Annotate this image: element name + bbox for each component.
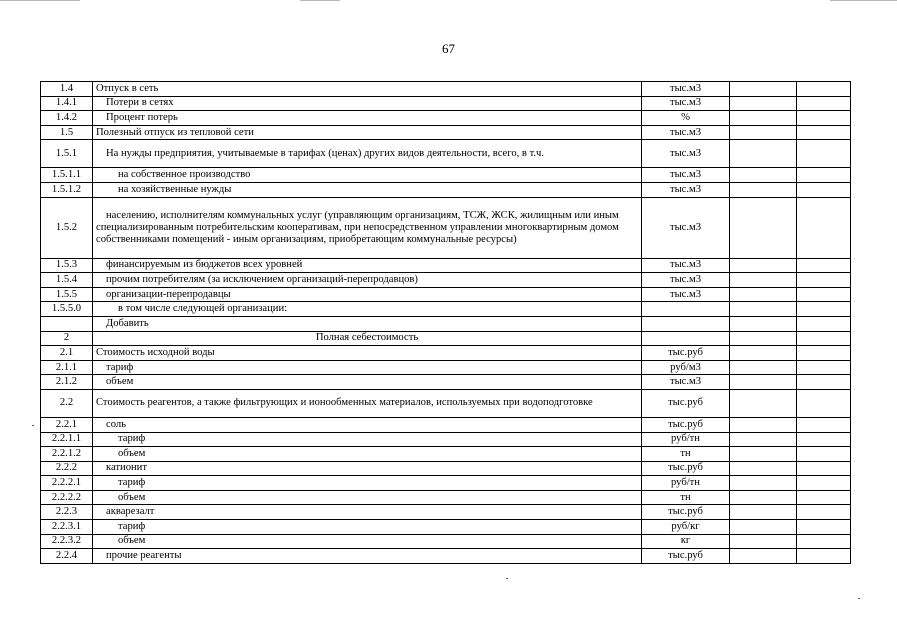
value-cell — [730, 490, 797, 505]
table-row — [41, 476, 851, 491]
row-number: 2 — [41, 331, 93, 346]
row-name-text: на хозяйственные нужды — [118, 183, 232, 195]
row-unit: тн — [642, 447, 730, 462]
table-row — [41, 182, 851, 197]
row-unit: тыс.м3 — [642, 258, 730, 273]
value-cell — [730, 375, 797, 390]
row-name-text: на собственное производство — [118, 169, 251, 181]
row-number: 2.2.1.1 — [41, 432, 93, 447]
row-number: 1.5.1 — [41, 140, 93, 168]
value-cell — [730, 197, 797, 258]
value-cell — [730, 287, 797, 302]
table-row — [41, 432, 851, 447]
row-number: 2.2.2.1 — [41, 476, 93, 491]
value-cell — [730, 182, 797, 197]
table-row — [41, 389, 851, 417]
table-row — [41, 417, 851, 432]
row-unit: тыс.руб — [642, 417, 730, 432]
value-cell — [730, 140, 797, 168]
value-cell — [797, 346, 851, 361]
scan-speck — [858, 598, 860, 599]
row-name — [93, 417, 642, 432]
row-unit: тыс.руб — [642, 505, 730, 520]
row-name-text: катионит — [106, 462, 147, 474]
value-cell — [797, 302, 851, 317]
table-row — [41, 140, 851, 168]
value-cell — [730, 302, 797, 317]
row-name-text: объем — [118, 491, 146, 503]
table-row — [41, 461, 851, 476]
top-edge-rule — [300, 0, 340, 1]
table-row — [41, 82, 851, 97]
value-cell — [797, 182, 851, 197]
row-number: 1.5.5.0 — [41, 302, 93, 317]
row-number — [41, 316, 93, 331]
row-unit: кг — [642, 534, 730, 549]
row-unit: тыс.м3 — [642, 96, 730, 111]
value-cell — [797, 125, 851, 140]
row-name-text: организации-перепродавцы — [106, 288, 231, 300]
row-unit — [642, 331, 730, 346]
table-row — [41, 168, 851, 183]
row-unit: тыс.м3 — [642, 125, 730, 140]
row-name — [93, 197, 642, 258]
row-number: 2.2.2.2 — [41, 490, 93, 505]
row-unit: тыс.м3 — [642, 168, 730, 183]
value-cell — [730, 389, 797, 417]
value-cell — [797, 549, 851, 564]
value-cell — [797, 534, 851, 549]
row-number: 2.2.2 — [41, 461, 93, 476]
value-cell — [730, 549, 797, 564]
table-row — [41, 287, 851, 302]
row-name-text: тариф — [118, 520, 146, 532]
add-row-label[interactable]: Добавить — [106, 317, 149, 329]
row-number: 2.2.1.2 — [41, 447, 93, 462]
row-number: 2.1 — [41, 346, 93, 361]
table-row — [41, 346, 851, 361]
row-number: 1.5.4 — [41, 273, 93, 288]
row-name-text: объем — [118, 535, 146, 547]
row-unit — [642, 302, 730, 317]
value-cell — [730, 111, 797, 126]
table-row — [41, 447, 851, 462]
row-number: 1.5 — [41, 125, 93, 140]
row-name-text: Полезный отпуск из тепловой сети — [96, 126, 254, 138]
row-name — [93, 490, 642, 505]
value-cell — [797, 82, 851, 97]
value-cell — [730, 273, 797, 288]
row-name — [93, 375, 642, 390]
value-cell — [797, 432, 851, 447]
value-cell — [797, 140, 851, 168]
row-unit: руб/м3 — [642, 360, 730, 375]
value-cell — [797, 96, 851, 111]
row-unit: тыс.руб — [642, 461, 730, 476]
row-number: 2.2.3.2 — [41, 534, 93, 549]
row-name — [93, 447, 642, 462]
row-name — [93, 534, 642, 549]
row-name — [93, 389, 642, 417]
row-name — [93, 168, 642, 183]
row-name-text: Стоимость исходной воды — [96, 346, 215, 358]
row-name — [93, 476, 642, 491]
top-edge-rule — [0, 0, 80, 1]
row-name — [93, 273, 642, 288]
table-row — [41, 549, 851, 564]
row-name — [93, 182, 642, 197]
table-row — [41, 505, 851, 520]
value-cell — [797, 258, 851, 273]
table-row — [41, 273, 851, 288]
value-cell — [797, 375, 851, 390]
add-row-link[interactable] — [93, 316, 642, 331]
page-number: 67 — [442, 41, 455, 56]
table-row — [41, 197, 851, 258]
row-number: 1.4.2 — [41, 111, 93, 126]
table-row — [41, 534, 851, 549]
row-number: 2.2.3.1 — [41, 520, 93, 535]
row-name — [93, 461, 642, 476]
row-name-text: соль — [106, 418, 126, 430]
row-unit: руб/кг — [642, 520, 730, 535]
row-name-text: финансируемым из бюджетов всех уровней — [106, 259, 303, 271]
row-number: 1.5.1.1 — [41, 168, 93, 183]
value-cell — [730, 125, 797, 140]
row-number: 2.2.4 — [41, 549, 93, 564]
row-number: 1.5.3 — [41, 258, 93, 273]
row-name-text: На нужды предприятия, учитываемые в тарифах (ценах) других видов деятельности, всего, в т.ч. — [106, 147, 545, 159]
row-unit: руб/тн — [642, 476, 730, 491]
row-unit: тыс.руб — [642, 389, 730, 417]
row-unit: тыс.м3 — [642, 375, 730, 390]
row-unit: тыс.руб — [642, 549, 730, 564]
value-cell — [730, 82, 797, 97]
value-cell — [797, 476, 851, 491]
row-name-text: акварезалт — [106, 506, 155, 518]
table-row — [41, 331, 851, 346]
value-cell — [797, 273, 851, 288]
value-cell — [797, 447, 851, 462]
row-unit: тыс.руб — [642, 346, 730, 361]
value-cell — [797, 461, 851, 476]
value-cell — [797, 490, 851, 505]
value-cell — [797, 505, 851, 520]
row-unit: тыс.м3 — [642, 140, 730, 168]
row-unit: тыс.м3 — [642, 273, 730, 288]
scan-speck — [506, 578, 508, 579]
section-heading: Полная себестоимость — [315, 332, 419, 344]
row-name — [93, 96, 642, 111]
row-name-text: прочие реагенты — [106, 550, 182, 562]
top-edge-rule — [830, 0, 897, 1]
row-name-text: населению, исполнителям коммунальных услуг (управляющим организациям, ТСЖ, ЖСК, жилищным или иным специализированным потребительским кооперативам, при непосредственном управлении многоквартирным домом собственниками помещений - иным организациям, приобретающим коммунальные ресурсы) — [96, 209, 619, 245]
row-number: 2.1.2 — [41, 375, 93, 390]
value-cell — [730, 476, 797, 491]
row-name — [93, 82, 642, 97]
row-unit: тыс.м3 — [642, 197, 730, 258]
value-cell — [730, 432, 797, 447]
row-number: 1.5.1.2 — [41, 182, 93, 197]
row-number: 1.4.1 — [41, 96, 93, 111]
row-name-text: объем — [106, 376, 134, 388]
value-cell — [730, 258, 797, 273]
row-number: 1.5.2 — [41, 197, 93, 258]
row-name — [93, 346, 642, 361]
row-unit: тыс.м3 — [642, 82, 730, 97]
value-cell — [797, 197, 851, 258]
table-row — [41, 258, 851, 273]
row-unit — [642, 316, 730, 331]
row-name-text: Процент потерь — [106, 111, 178, 123]
value-cell — [730, 417, 797, 432]
row-number: 2.2.1 — [41, 417, 93, 432]
table-row — [41, 375, 851, 390]
row-unit: руб/тн — [642, 432, 730, 447]
value-cell — [730, 534, 797, 549]
row-name — [93, 258, 642, 273]
table-row — [41, 490, 851, 505]
row-number: 2.2 — [41, 389, 93, 417]
row-name-text: прочим потребителям (за исключением организаций-перепродавцов) — [106, 273, 418, 285]
row-number: 1.4 — [41, 82, 93, 97]
row-name — [93, 111, 642, 126]
row-name — [93, 125, 642, 140]
table-row — [41, 360, 851, 375]
value-cell — [730, 505, 797, 520]
row-name — [93, 520, 642, 535]
value-cell — [730, 360, 797, 375]
table-row — [41, 111, 851, 126]
row-name-text: Потери в сетях — [106, 97, 174, 109]
value-cell — [797, 168, 851, 183]
value-cell — [730, 331, 797, 346]
value-cell — [797, 287, 851, 302]
value-cell — [797, 331, 851, 346]
value-cell — [730, 168, 797, 183]
table-row — [41, 302, 851, 317]
row-name-text: объем — [118, 447, 146, 459]
row-number: 1.5.5 — [41, 287, 93, 302]
row-unit: тыс.м3 — [642, 182, 730, 197]
value-cell — [797, 360, 851, 375]
row-name — [93, 302, 642, 317]
value-cell — [797, 520, 851, 535]
cost-table — [40, 81, 851, 564]
value-cell — [730, 461, 797, 476]
value-cell — [730, 346, 797, 361]
row-unit: тыс.м3 — [642, 287, 730, 302]
row-name — [93, 287, 642, 302]
row-unit: % — [642, 111, 730, 126]
value-cell — [730, 520, 797, 535]
value-cell — [797, 389, 851, 417]
row-name-text: Отпуск в сеть — [96, 82, 159, 94]
row-name-text: тариф — [118, 433, 146, 445]
row-name-text: тариф — [106, 361, 134, 373]
table-row — [41, 520, 851, 535]
table-row — [41, 125, 851, 140]
row-name — [93, 360, 642, 375]
value-cell — [797, 316, 851, 331]
row-unit: тн — [642, 490, 730, 505]
row-name — [93, 140, 642, 168]
row-number: 2.1.1 — [41, 360, 93, 375]
row-name — [93, 432, 642, 447]
value-cell — [797, 111, 851, 126]
value-cell — [730, 96, 797, 111]
value-cell — [730, 316, 797, 331]
row-name-text: в том числе следующей организации: — [118, 303, 288, 315]
table-row — [41, 316, 851, 331]
table-row — [41, 96, 851, 111]
row-number: 2.2.3 — [41, 505, 93, 520]
row-name — [93, 331, 642, 346]
row-name — [93, 549, 642, 564]
row-name — [93, 505, 642, 520]
row-name-text: Стоимость реагентов, а также фильтрующих и ионообменных материалов, используемых при водоподготовке — [96, 397, 593, 409]
scan-speck — [32, 425, 34, 426]
row-name-text: тариф — [118, 477, 146, 489]
value-cell — [797, 417, 851, 432]
value-cell — [730, 447, 797, 462]
